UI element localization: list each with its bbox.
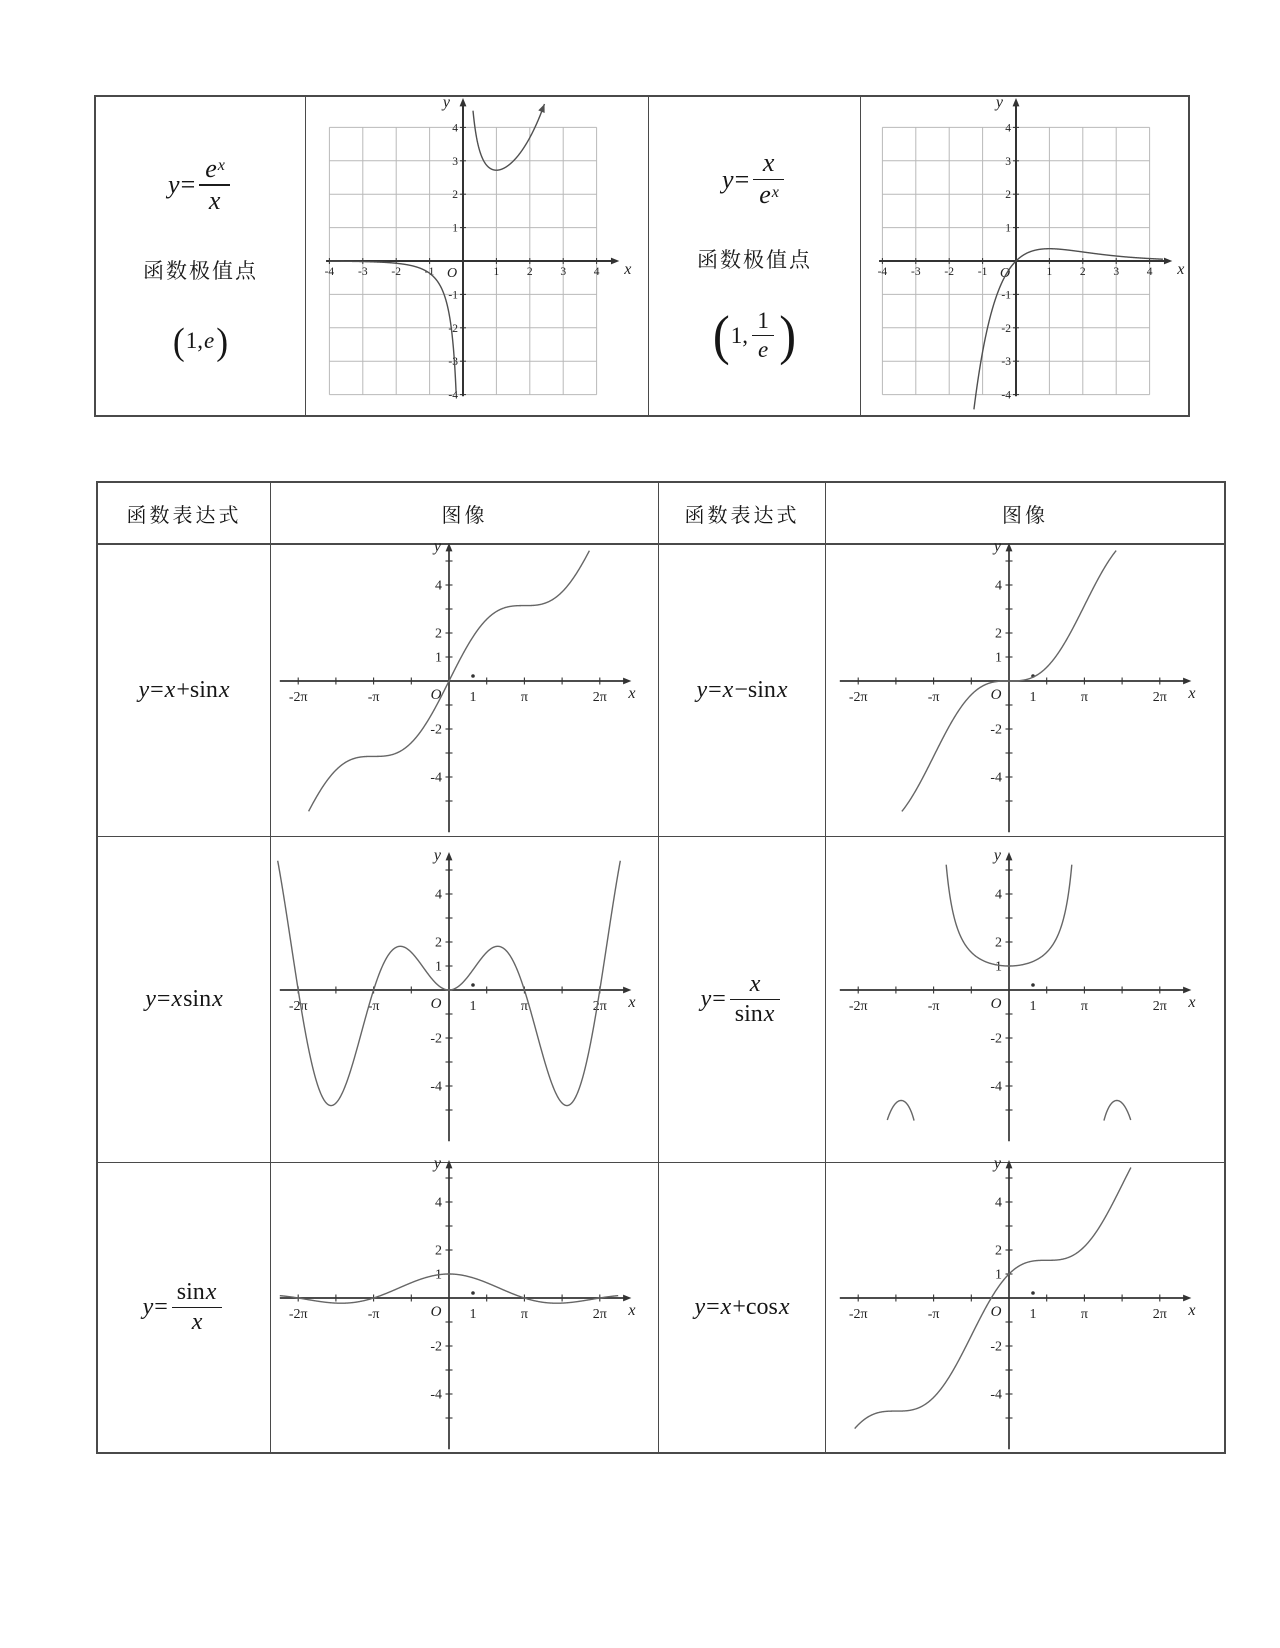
svg-text:3: 3 xyxy=(559,266,566,278)
svg-text:π: π xyxy=(1080,1306,1088,1322)
svg-text:x: x xyxy=(1188,684,1196,702)
svg-text:y: y xyxy=(993,1154,1001,1172)
graph-x-over-e-to-x xyxy=(861,94,1188,414)
svg-text:y: y xyxy=(993,537,1001,555)
svg-text:-4: -4 xyxy=(1001,389,1011,402)
svg-text:4: 4 xyxy=(451,122,458,135)
header-graph-left: 图像 xyxy=(271,483,659,545)
svg-text:2: 2 xyxy=(995,1243,1002,1258)
svg-text:1: 1 xyxy=(469,998,476,1014)
graph-x-plus-sin-x xyxy=(273,537,657,835)
cell-graph-x-over-e-to-x xyxy=(861,94,1188,415)
formula-y-equals-x-over-e-to-x: y = x e $^x$ xyxy=(721,150,788,209)
svg-text:2: 2 xyxy=(526,266,533,278)
svg-text:-4: -4 xyxy=(990,770,1002,785)
svg-text:1: 1 xyxy=(995,959,1002,974)
extremum-point-label: 函数极值点 xyxy=(143,259,258,284)
cell-formula-x-sin-x xyxy=(98,837,271,1163)
cell-formula-x-over-sin-x xyxy=(659,837,826,1163)
svg-text:-π: -π xyxy=(367,689,379,705)
graph-x-sin-x xyxy=(273,846,657,1144)
svg-text:π: π xyxy=(1080,689,1088,705)
svg-text:-2: -2 xyxy=(1001,322,1011,335)
svg-text:-1: -1 xyxy=(447,289,458,302)
svg-text:-3: -3 xyxy=(357,266,368,278)
header-expression-right: 函数表达式 xyxy=(659,483,826,545)
graph-x-minus-sin-x xyxy=(833,537,1217,835)
formula-y-equals-e-to-x-over-x: y = e $^x$ x xyxy=(167,156,234,215)
svg-text:2π: 2π xyxy=(592,689,607,705)
svg-text:π: π xyxy=(520,689,528,705)
svg-text:-3: -3 xyxy=(1001,356,1011,369)
cell-formula-x-over-e-to-x xyxy=(649,97,861,415)
svg-text:-2π: -2π xyxy=(848,998,868,1014)
svg-text:2: 2 xyxy=(434,1243,442,1258)
svg-text:-3: -3 xyxy=(911,266,921,278)
svg-text:x: x xyxy=(1188,1301,1196,1319)
svg-text:-4: -4 xyxy=(324,266,334,278)
svg-text:y: y xyxy=(433,1154,441,1172)
function-graph-table xyxy=(96,481,1226,1454)
svg-text:-4: -4 xyxy=(429,1387,442,1402)
svg-text:x: x xyxy=(627,993,636,1011)
svg-text:4: 4 xyxy=(995,578,1002,593)
svg-text:2π: 2π xyxy=(1152,689,1167,705)
svg-text:O: O xyxy=(990,995,1002,1012)
svg-text:-1: -1 xyxy=(977,266,988,278)
svg-text:1: 1 xyxy=(1029,689,1037,705)
cell-graph-sin-x-over-x xyxy=(271,1154,659,1452)
svg-text:3: 3 xyxy=(1113,266,1120,278)
svg-text:1: 1 xyxy=(995,650,1002,665)
svg-text:4: 4 xyxy=(434,578,442,593)
svg-text:2: 2 xyxy=(451,189,458,202)
formula-y-equals-x-minus-sin-x: y = x − sin x xyxy=(696,677,788,703)
extremum-point-1-e: ( 1, e ) xyxy=(172,319,229,363)
cell-graph-x-minus-sin-x xyxy=(826,537,1224,837)
svg-text:2: 2 xyxy=(434,626,442,641)
cell-formula-x-plus-cos-x xyxy=(659,1163,826,1452)
svg-text:-2: -2 xyxy=(429,1031,442,1046)
svg-text:1: 1 xyxy=(995,1267,1002,1282)
cell-graph-x-sin-x xyxy=(271,837,659,1163)
svg-text:-2: -2 xyxy=(429,1339,442,1354)
svg-text:O: O xyxy=(990,1303,1002,1320)
svg-text:y: y xyxy=(433,846,441,864)
svg-text:-π: -π xyxy=(367,1306,379,1322)
svg-text:-4: -4 xyxy=(877,266,888,278)
svg-text:4: 4 xyxy=(593,266,599,278)
svg-text:4: 4 xyxy=(434,887,442,902)
svg-text:-4: -4 xyxy=(429,1079,442,1094)
svg-text:2: 2 xyxy=(1079,266,1086,278)
svg-text:2: 2 xyxy=(995,935,1002,950)
svg-text:O: O xyxy=(430,686,441,703)
graph-sin-x-over-x xyxy=(273,1154,657,1452)
svg-text:x: x xyxy=(1177,261,1185,278)
svg-text:1: 1 xyxy=(434,1267,442,1282)
cell-formula-x-minus-sin-x xyxy=(659,545,826,837)
svg-text:1: 1 xyxy=(493,266,499,278)
svg-text:1: 1 xyxy=(1046,266,1053,278)
cell-formula-x-plus-sin-x xyxy=(98,545,271,837)
header-expression-left: 函数表达式 xyxy=(98,483,271,545)
graph-e-to-x-over-x xyxy=(307,94,648,414)
svg-text:1: 1 xyxy=(1029,998,1037,1014)
svg-text:2π: 2π xyxy=(1152,1306,1167,1322)
cell-graph-e-to-x-over-x xyxy=(306,94,649,415)
graph-x-over-sin-x xyxy=(833,846,1217,1144)
svg-text:1: 1 xyxy=(434,959,442,974)
svg-text:1: 1 xyxy=(1005,222,1011,235)
svg-text:-4: -4 xyxy=(990,1387,1002,1402)
svg-text:y: y xyxy=(433,537,441,555)
svg-text:x: x xyxy=(1188,993,1196,1011)
svg-text:3: 3 xyxy=(1005,155,1011,168)
svg-text:1: 1 xyxy=(434,650,442,665)
svg-text:π: π xyxy=(520,1306,528,1322)
svg-text:1: 1 xyxy=(451,222,458,235)
svg-text:-4: -4 xyxy=(429,770,442,785)
svg-text:-π: -π xyxy=(927,1306,940,1322)
header-graph-right: 图像 xyxy=(826,483,1224,545)
svg-text:-2π: -2π xyxy=(848,1306,868,1322)
svg-text:x: x xyxy=(623,261,631,278)
svg-text:O: O xyxy=(999,266,1011,281)
svg-text:4: 4 xyxy=(434,1195,442,1210)
svg-text:2: 2 xyxy=(1005,189,1011,202)
svg-text:y: y xyxy=(995,94,1003,112)
svg-text:y: y xyxy=(442,94,450,112)
svg-text:2π: 2π xyxy=(592,1306,607,1322)
svg-text:1: 1 xyxy=(469,689,476,705)
svg-text:-π: -π xyxy=(367,998,379,1014)
svg-text:-4: -4 xyxy=(990,1079,1002,1094)
svg-text:O: O xyxy=(990,686,1002,703)
formula-y-equals-x-plus-sin-x: y = x + sin x xyxy=(138,677,230,703)
svg-text:-2: -2 xyxy=(447,322,458,335)
svg-text:2: 2 xyxy=(995,626,1002,641)
svg-text:-1: -1 xyxy=(424,266,434,278)
cell-graph-x-over-sin-x xyxy=(826,837,1224,1163)
svg-text:π: π xyxy=(1080,998,1088,1014)
extremum-point-1-over-e: ( 1, $\frac{1}{e}$ ) xyxy=(712,304,797,366)
cell-graph-x-plus-sin-x xyxy=(271,537,659,837)
cell-formula-e-to-x-over-x xyxy=(96,97,306,415)
svg-text:-2π: -2π xyxy=(288,689,308,705)
svg-text:-1: -1 xyxy=(1001,289,1011,302)
svg-text:O: O xyxy=(430,995,441,1012)
svg-text:y: y xyxy=(993,846,1001,864)
svg-text:-2: -2 xyxy=(429,722,442,737)
svg-text:-2: -2 xyxy=(944,266,954,278)
svg-text:-4: -4 xyxy=(447,389,458,402)
svg-text:-π: -π xyxy=(927,998,940,1014)
svg-text:-2π: -2π xyxy=(288,1306,308,1322)
svg-text:2π: 2π xyxy=(592,998,607,1014)
svg-text:2: 2 xyxy=(434,935,442,950)
svg-text:4: 4 xyxy=(995,887,1002,902)
svg-text:1: 1 xyxy=(1029,1306,1037,1322)
svg-text:-2: -2 xyxy=(990,722,1002,737)
formula-y-equals-x-plus-cos-x: y = x + cos x xyxy=(694,1294,790,1320)
graph-x-plus-cos-x xyxy=(833,1154,1217,1452)
svg-text:2π: 2π xyxy=(1152,998,1167,1014)
svg-text:x: x xyxy=(627,1301,636,1319)
formula-y-equals-x-sin-x: y = x sin x xyxy=(145,986,223,1012)
svg-text:π: π xyxy=(520,998,528,1014)
svg-text:-2: -2 xyxy=(990,1031,1002,1046)
svg-text:x: x xyxy=(627,684,636,702)
svg-text:O: O xyxy=(430,1303,441,1320)
svg-text:-2π: -2π xyxy=(288,998,308,1014)
cell-graph-x-plus-cos-x xyxy=(826,1154,1224,1452)
svg-text:3: 3 xyxy=(451,155,458,168)
svg-text:4: 4 xyxy=(1005,122,1011,135)
svg-text:-π: -π xyxy=(927,689,940,705)
cell-formula-sin-x-over-x xyxy=(98,1163,271,1452)
extremum-table xyxy=(94,95,1190,417)
svg-text:1: 1 xyxy=(469,1306,476,1322)
svg-text:-2: -2 xyxy=(390,266,401,278)
formula-y-equals-x-over-sin-x: y = x sin x xyxy=(700,972,785,1027)
svg-text:O: O xyxy=(446,266,457,281)
svg-text:4: 4 xyxy=(1146,266,1153,278)
formula-y-equals-sin-x-over-x: y = sin x x xyxy=(142,1280,227,1335)
extremum-point-label: 函数极值点 xyxy=(697,248,812,273)
svg-text:-2π: -2π xyxy=(848,689,868,705)
svg-text:4: 4 xyxy=(995,1195,1002,1210)
svg-text:-3: -3 xyxy=(447,356,458,369)
svg-text:-2: -2 xyxy=(990,1339,1002,1354)
